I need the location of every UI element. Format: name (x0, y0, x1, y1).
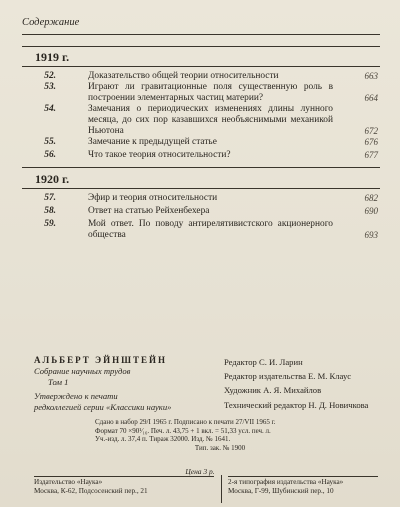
section-year-1919: 1919 г. (35, 50, 70, 64)
entry-title: Доказательство общей теории относительности (88, 71, 279, 81)
imprint-author: АЛЬБЕРТ ЭЙНШТЕЙН (34, 355, 167, 365)
print-line-1: Сдано в набор 29/I 1965 г. Подписано к печати 27/VII 1965 г. (95, 418, 276, 426)
entry-number: 59. (44, 219, 56, 229)
imprint-approved-line-2: редколлегией серии «Классики науки» (34, 402, 172, 412)
imprint-book-info (34, 355, 171, 413)
section-rule-1920-top (22, 167, 380, 168)
imprint-approved-line-1: Утверждено к печати (34, 391, 118, 401)
entry-page: 690 (364, 206, 378, 216)
entry-page: 663 (364, 71, 378, 81)
printer-address: Москва, Г-99, Шубинский пер., 10 (228, 486, 334, 495)
credit-artist: Художник А. Я. Михайлов (224, 385, 322, 396)
entry-page: 677 (364, 150, 378, 160)
entry-number: 53. (44, 82, 56, 92)
entry-number: 52. (44, 71, 56, 81)
entry-number: 54. (44, 104, 56, 114)
print-line-2: Формат 70 ×90¹⁄₁₆. Печ. л. 43,75 + 1 вкл. = 51,33 усл. печ. л. (95, 426, 271, 435)
entry-number: 56. (44, 150, 56, 160)
credit-editor: Редактор С. И. Ларин (224, 357, 303, 367)
entry-page: 676 (364, 137, 378, 147)
entry-page: 672 (364, 125, 378, 136)
entry-title: Ответ на статью Рейхенбехера (88, 206, 210, 216)
entry-title: Мой ответ. По поводу антирелятивистского акционерного общества (88, 219, 333, 240)
header-rule (22, 34, 380, 35)
entry-number: 57. (44, 193, 56, 203)
print-line-3: Уч.-изд. л. 37,4 п. Тираж 32000. Изд. № 1641. (95, 435, 231, 443)
section-rule-1920-bottom (22, 188, 380, 189)
credit-tech-editor: Технический редактор Н. Д. Новичкова (224, 399, 369, 410)
printer-name: 2-я типография издательства «Наука» (228, 478, 344, 486)
entry-title: Замечания о периодических изменениях длины лунного месяца, до сих пор казавшихся необъяснимыми механикой Ньютона (88, 104, 333, 136)
entry-page: 693 (364, 229, 378, 240)
imprint-book-title: Собрание научных трудов (34, 366, 131, 376)
toc-entry-56 (44, 150, 380, 161)
publisher-rule (34, 476, 214, 477)
section-rule-1919-top (22, 46, 380, 47)
entry-number: 55. (44, 137, 56, 147)
section-rule-1919-bottom (22, 66, 380, 67)
publisher-block (34, 478, 148, 495)
toc-entry-55 (44, 137, 380, 148)
entry-title: Замечание к предыдущей статье (88, 137, 217, 147)
printer-rule (228, 476, 378, 477)
credit-publishing-editor: Редактор издательства Е. М. Клаус (224, 371, 352, 382)
toc-entry-52 (44, 71, 380, 82)
entry-page: 664 (364, 92, 378, 103)
print-details (95, 418, 345, 452)
publisher-address: Москва, К-62, Подсосенский пер., 21 (34, 486, 148, 495)
toc-entry-53 (44, 82, 380, 104)
section-year-1920: 1920 г. (35, 172, 70, 186)
imprint-volume: Том 1 (48, 377, 69, 387)
toc-entry-57 (44, 193, 380, 204)
entry-page: 682 (364, 193, 378, 203)
toc-entry-59 (44, 219, 380, 241)
price: Цена 3 р. (185, 467, 215, 476)
entry-number: 58. (44, 206, 56, 216)
toc-entry-54 (44, 104, 380, 136)
page-header: Содержание (22, 17, 80, 28)
imprint-credits (224, 355, 368, 412)
printer-block (228, 478, 343, 495)
publisher-name: Издательство «Наука» (34, 478, 103, 486)
entry-title: Эфир и теория относительности (88, 193, 218, 203)
toc-entry-58 (44, 206, 380, 217)
entry-title: Что такое теория относительности? (88, 150, 231, 160)
imprint-divider (221, 475, 222, 503)
print-line-4: Тип. зак. № 1900 (194, 443, 246, 452)
entry-title: Играют ли гравитационные поля существенную роль в построении элементарных частиц материи? (88, 82, 333, 103)
